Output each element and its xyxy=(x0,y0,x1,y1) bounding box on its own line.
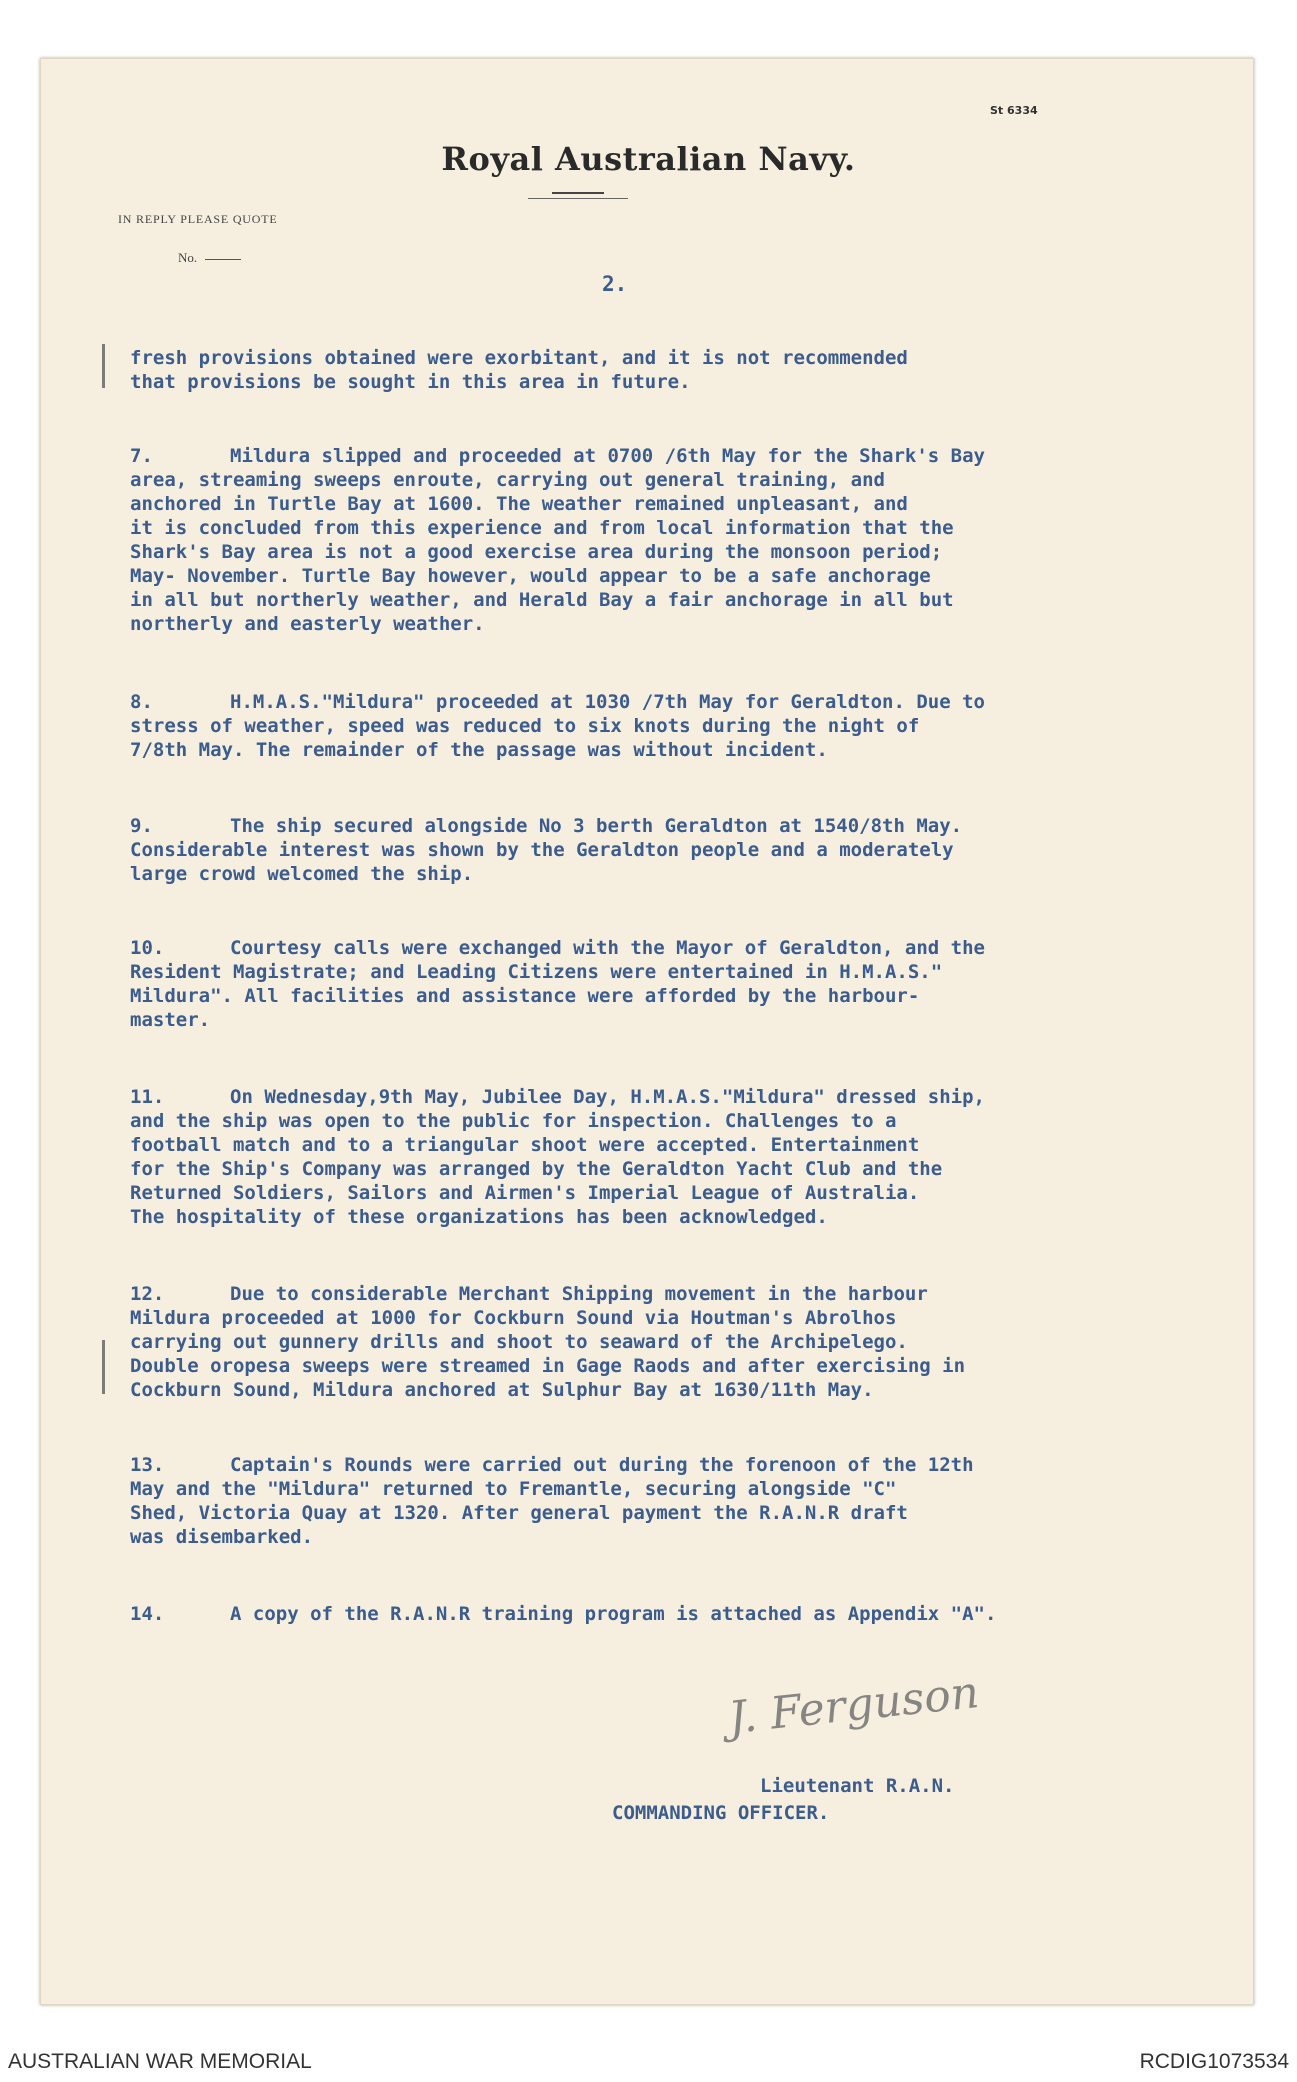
archive-credit: AUSTRALIAN WAR MEMORIAL xyxy=(8,2050,312,2073)
letterhead-title: Royal Australian Navy. xyxy=(441,140,856,178)
paragraph-number: 11. xyxy=(130,1086,165,1108)
form-code: St 6334 xyxy=(990,104,1038,117)
paragraph-continuation xyxy=(130,346,1220,394)
paragraph-number: 9. xyxy=(130,815,153,837)
page-number: 2. xyxy=(602,272,628,296)
paragraph-text: fresh provisions obtained were exorbitant, and it is not recommended that provisions be sought in this area in future. xyxy=(130,347,908,393)
signatory-title: COMMANDING OFFICER. xyxy=(612,1802,830,1824)
paragraph-11 xyxy=(130,1085,1220,1229)
reference-number-line xyxy=(205,259,241,260)
handwritten-signature: J. Ferguson xyxy=(726,1667,982,1744)
paragraph-number: 13. xyxy=(130,1454,165,1476)
signatory-rank: Lieutenant R.A.N. xyxy=(760,1775,955,1797)
paragraph-text: Mildura slipped and proceeded at 0700 /6th May for the Shark's Bay area, streaming sweeps enroute, carrying out general training, and anchored in Turtle Bay at 1600. The weather remained unpleasant, and it is concluded from this experience and from local information that the Shark's Bay area is not a good exercise area during the monsoon period; May- November. Turtle Bay however, would appear to be a safe anchorage in all but northerly weather, and Herald Bay a fair anchorage in all but northerly and easterly weather. xyxy=(130,445,985,635)
paragraph-text: H.M.A.S."Mildura" proceeded at 1030 /7th May for Geraldton. Due to stress of weather, speed was reduced to six knots during the night of 7/8th May. The remainder of the passage was without incident. xyxy=(130,691,985,761)
paragraph-text: On Wednesday,9th May, Jubilee Day, H.M.A.S."Mildura" dressed ship, and the ship was open to the public for inspection. Challenges to a football match and to a triangular shoot were accepted. Entertainment for the Ship's Company was arranged by the Geraldton Yacht Club and the Returned Soldiers, Sailors and Airmen's Imperial League of Australia. The hospitality of these organizations has been acknowledged. xyxy=(130,1086,985,1228)
paragraph-8 xyxy=(130,690,1220,762)
paragraph-number: 10. xyxy=(130,937,165,959)
paragraph-14 xyxy=(130,1602,1220,1626)
paragraph-text: Courtesy calls were exchanged with the Mayor of Geraldton, and the Resident Magistrate; and Leading Citizens were entertained in H.M.A.S." Mildura". All facilities and assistance were afforded by the harbour- master. xyxy=(130,937,985,1031)
paragraph-number: 7. xyxy=(130,445,153,467)
paragraph-number: 12. xyxy=(130,1283,165,1305)
archive-id: RCDIG1073534 xyxy=(1139,2050,1289,2073)
paragraph-text: A copy of the R.A.N.R training program is attached as Appendix "A". xyxy=(230,1603,997,1625)
paragraph-number: 14. xyxy=(130,1603,165,1625)
paragraph-10 xyxy=(130,936,1220,1032)
margin-mark xyxy=(102,344,105,388)
paragraph-7 xyxy=(130,444,1220,636)
reference-number-label: No. xyxy=(178,250,198,265)
paragraph-12 xyxy=(130,1282,1220,1402)
paragraph-13 xyxy=(130,1453,1220,1549)
paragraph-text: Due to considerable Merchant Shipping movement in the harbour Mildura proceeded at 1000 for Cockburn Sound via Houtman's Abrolhos carrying out gunnery drills and shoot to seaward of the Archipelego. Double oropesa sweeps were streamed in Gage Raods and after exercising in Cockburn Sound, Mildura anchored at Sulphur Bay at 1630/11th May. xyxy=(130,1283,966,1401)
paragraph-text: The ship secured alongside No 3 berth Geraldton at 1540/8th May. Considerable interest was shown by the Geraldton people and a moderately large crowd welcomed the ship. xyxy=(130,815,963,885)
letterhead-rule xyxy=(552,192,604,194)
margin-mark xyxy=(102,1340,105,1394)
reference-number-field xyxy=(178,250,241,266)
paragraph-9 xyxy=(130,814,1220,886)
paragraph-text: Captain's Rounds were carried out during the forenoon of the 12th May and the "Mildura" returned to Fremantle, securing alongside "C" Shed, Victoria Quay at 1320. After general payment the R.A.N.R draft was disembarked. xyxy=(130,1454,974,1548)
paragraph-number: 8. xyxy=(130,691,153,713)
reply-quote-label: IN REPLY PLEASE QUOTE xyxy=(118,212,278,226)
